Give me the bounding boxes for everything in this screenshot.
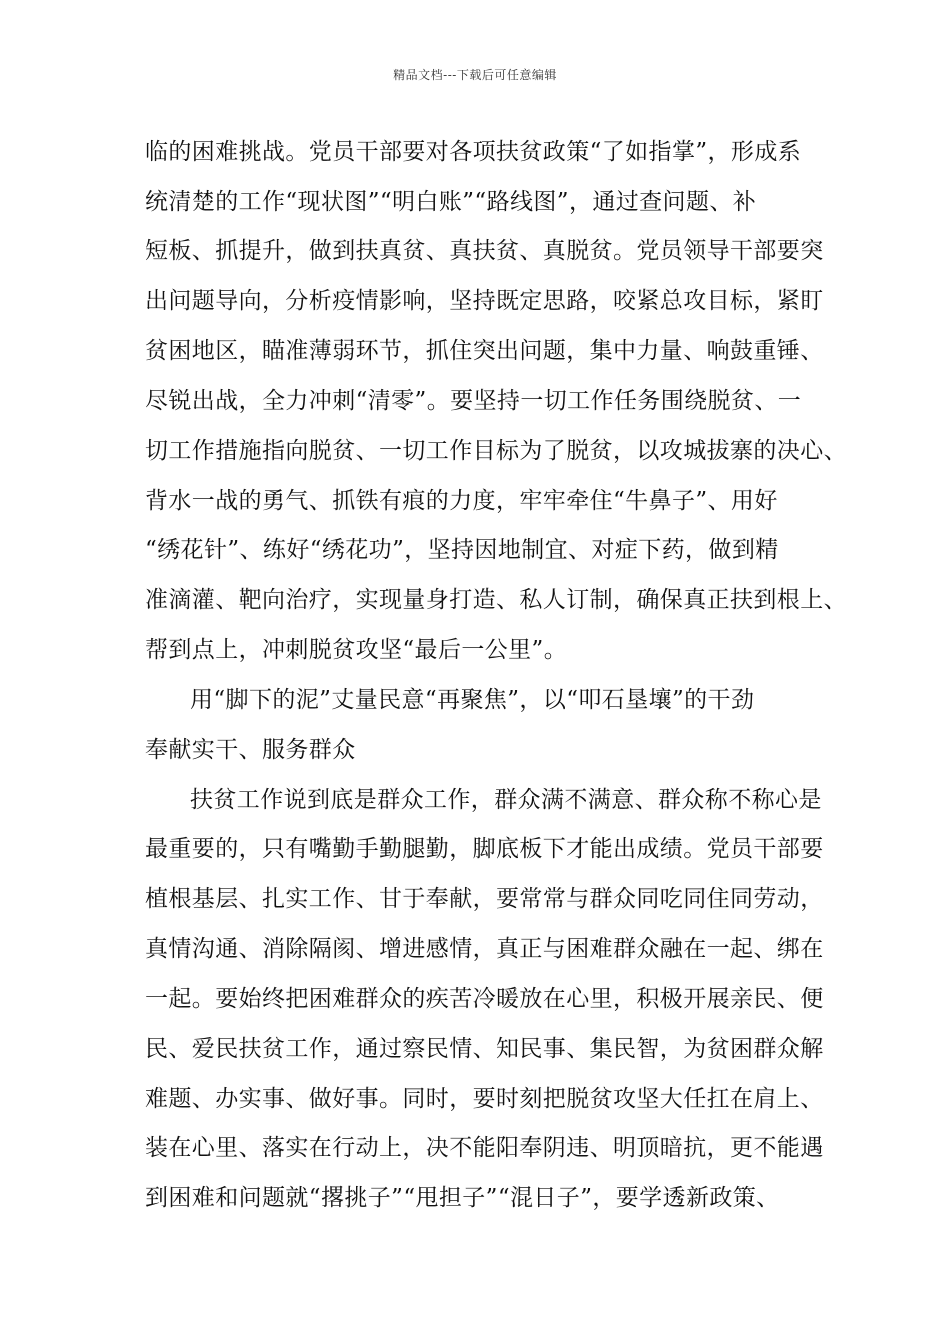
text-line: 尽锐出战，全力冲刺“清零”。要坚持一切工作任务围绕脱贫、一 xyxy=(145,388,802,414)
text-line: 准滴灌、靶向治疗，实现量身打造、私人订制，确保真正扶到根上、 xyxy=(145,587,847,613)
text-line: 贫困地区，瞄准薄弱环节，抓住突出问题，集中力量、响鼓重锤、 xyxy=(145,338,824,364)
text-line: 背水一战的勇气、抓铁有痕的力度，牢牢牵住“牛鼻子”、用好 xyxy=(145,488,778,514)
text-line: 扶贫工作说到底是群众工作，群众满不满意、群众称不称心是 xyxy=(190,787,822,813)
section-heading-line: 用“脚下的泥”丈量民意“再聚焦”，以“叩石垦壤”的干劲 xyxy=(190,687,755,713)
section-heading-line: 奉献实干、服务群众 xyxy=(145,737,356,763)
text-line: 到困难和问题就“撂挑子”“甩担子”“混日子”，要学透新政策、 xyxy=(145,1185,780,1211)
text-line: “绣花针”、练好“绣花功”，坚持因地制宜、对症下药，做到精 xyxy=(145,537,779,563)
text-line: 一起。要始终把困难群众的疾苦冷暖放在心里，积极开展亲民、便 xyxy=(145,986,824,1012)
text-line: 帮到点上，冲刺脱贫攻坚“最后一公里”。 xyxy=(145,637,568,663)
text-line: 最重要的，只有嘴勤手勤腿勤，脚底板下才能出成绩。党员干部要 xyxy=(145,836,824,862)
page-header: 精品文档---下载后可任意编辑 xyxy=(393,68,557,82)
text-line: 植根基层、扎实工作、甘于奉献，要常常与群众同吃同住同劳动， xyxy=(145,886,824,912)
text-line: 出问题导向，分析疫情影响，坚持既定思路，咬紧总攻目标，紧盯 xyxy=(145,288,824,314)
text-line: 切工作措施指向脱贫、一切工作目标为了脱贫，以攻城拔寨的决心、 xyxy=(145,438,847,464)
text-line: 短板、抓提升，做到扶真贫、真扶贫、真脱贫。党员领导干部要突 xyxy=(145,238,824,264)
text-line: 统清楚的工作“现状图”“明白账”“路线图”，通过查问题、补 xyxy=(145,189,757,215)
text-line: 真情沟通、消除隔阂、增进感情，真正与困难群众融在一起、绑在 xyxy=(145,936,824,962)
text-line: 装在心里、落实在行动上，决不能阳奉阴违、明顶暗抗，更不能遇 xyxy=(145,1135,824,1161)
text-line: 民、爱民扶贫工作，通过察民情、知民事、集民智，为贫困群众解 xyxy=(145,1036,824,1062)
text-line: 难题、办实事、做好事。同时，要时刻把脱贫攻坚大任扛在肩上、 xyxy=(145,1086,824,1112)
text-line: 临的困难挑战。党员干部要对各项扶贫政策“了如指掌”，形成系 xyxy=(145,139,802,165)
